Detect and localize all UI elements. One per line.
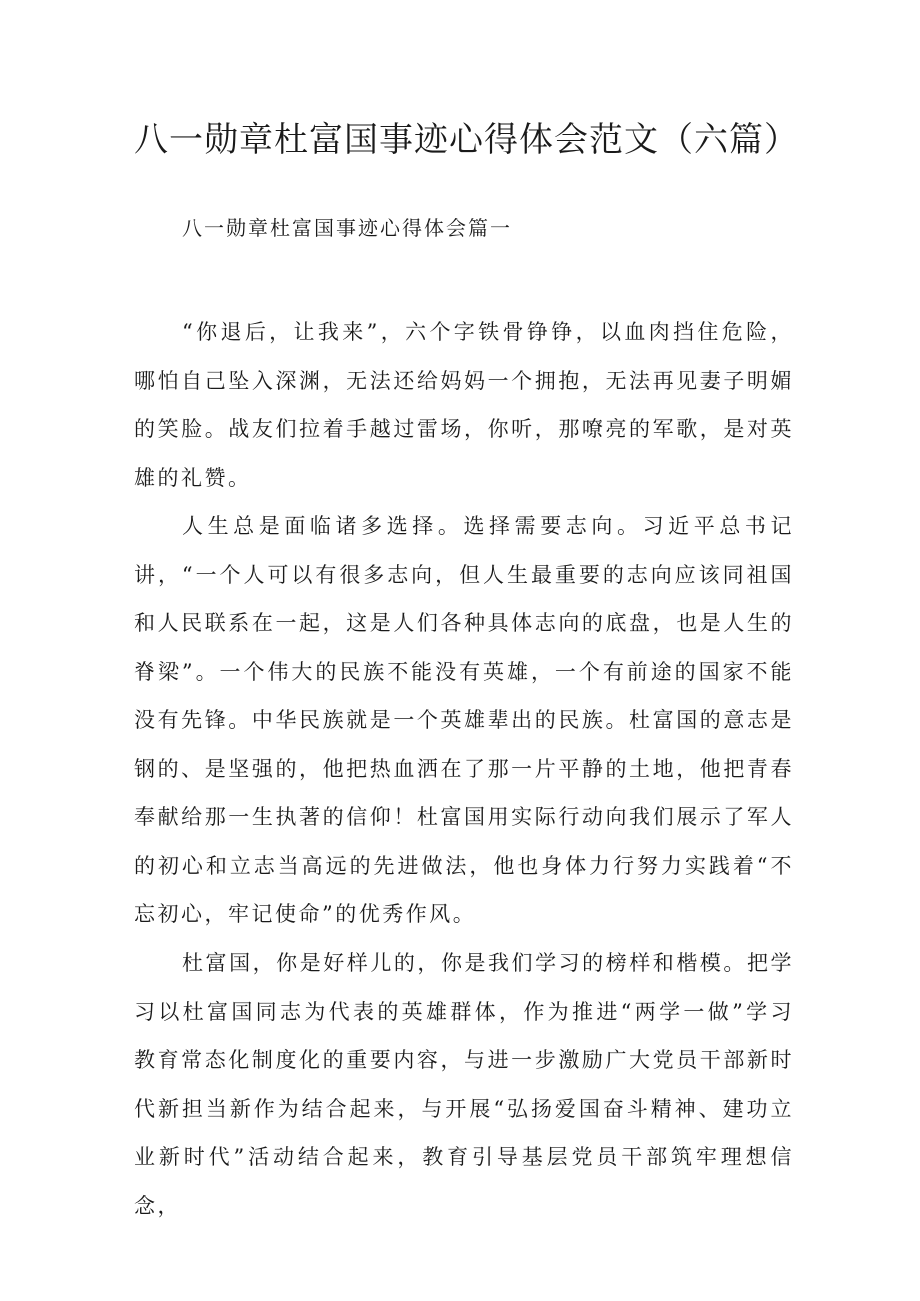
document-title: 八一勋章杜富国事迹心得体会范文（六篇） xyxy=(134,120,799,160)
body-paragraph-3: 杜富国，你是好样儿的，你是我们学习的榜样和楷模。把学习以杜富国同志为代表的英雄群体，作为推进“两学一做”学习教育常态化制度化的重要内容，与进一步激励广大党员干部新时代新担当新作为结合起来，与开展“弘扬爱国奋斗精神、建功立业新时代”活动结合起来，教育引导基层党员干部筑牢理想信念， xyxy=(134,951,794,1218)
section-heading: 八一勋章杜富国事迹心得体会篇一 xyxy=(182,216,512,240)
body-paragraph-1: “你退后，让我来”，六个字铁骨铮铮，以血肉挡住危险，哪怕自己坠入深渊，无法还给妈妈一个拥抱，无法再见妻子明媚的笑脸。战友们拉着手越过雷场，你听，那嘹亮的军歌，是对英雄的礼赞。 xyxy=(134,320,794,490)
body-paragraph-2: 人生总是面临诸多选择。选择需要志向。习近平总书记讲，“一个人可以有很多志向，但人生最重要的志向应该同祖国和人民联系在一起，这是人们各种具体志向的底盘，也是人生的脊梁”。一个伟大的民族不能没有英雄，一个有前途的国家不能没有先锋。中华民族就是一个英雄辈出的民族。杜富国的意志是钢的、是坚强的，他把热血洒在了那一片平静的土地，他把青春奉献给那一生执著的信仰！杜富国用实际行动向我们展示了军人的初心和立志当高远的先进做法，他也身体力行努力实践着“不忘初心，牢记使命”的优秀作风。 xyxy=(134,514,794,926)
